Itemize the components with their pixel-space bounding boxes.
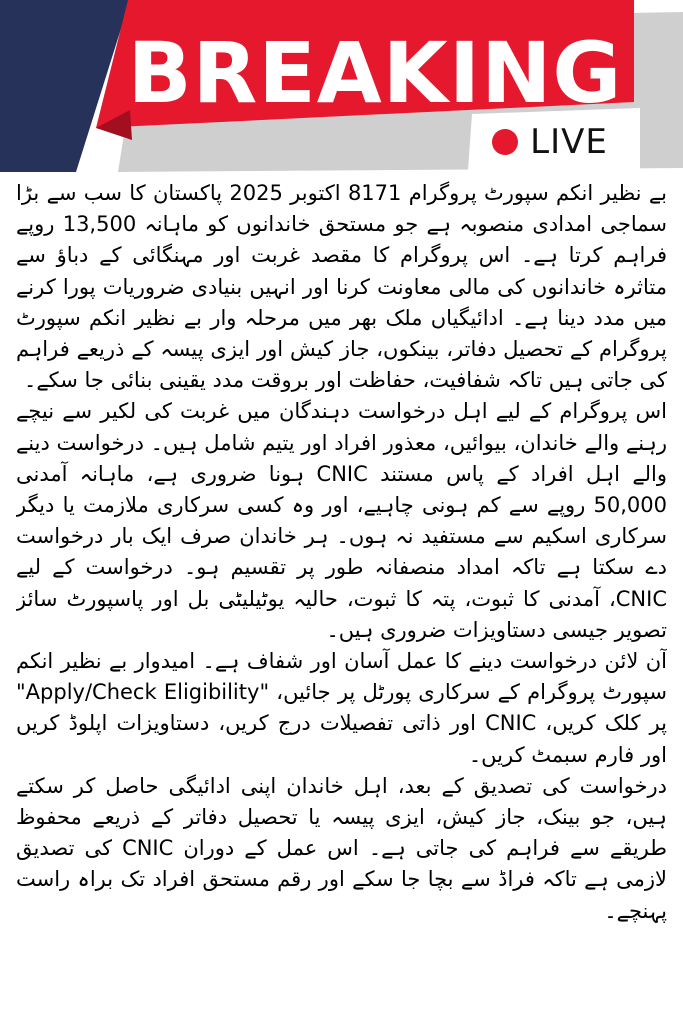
live-indicator: [470, 116, 630, 168]
article-paragraph-4: درخواست کی تصدیق کے بعد، اہل خاندان اپنی ادائیگی حاصل کر سکتے ہیں، جو بینک، جاز کیش، ایزی پیسہ یا تحصیل دفاتر کے ذریعے محفوظ طریقے سے فراہم کی جاتی ہے۔ اس عمل کے دوران CNIC کی تصدیق لازمی ہے تاکہ فراڈ سے بچا جا سکے اور رقم مستحق افراد تک براہ راست پہنچے۔: [16, 773, 667, 923]
live-label: LIVE: [530, 122, 608, 162]
live-dot-icon: [492, 129, 518, 155]
article-body: [16, 178, 667, 1018]
article-paragraph-2: اس پروگرام کے لیے اہل درخواست دہندگان میں غربت کی لکیر سے نیچے رہنے والے خاندان، بیوائیں، معذور افراد اور یتیم شامل ہیں۔ درخواست دینے والے اہل افراد کے پاس مستند CNIC ہونا ضروری ہے، ماہانہ آمدنی 50,000 روپے سے کم ہونی چاہیے، اور وہ کسی سرکاری ملازمت یا دیگر سرکاری اسکیم سے مستفید نہ ہوں۔ ہر خاندان صرف ایک بار درخواست دے سکتا ہے تاکہ امداد منصفانہ طور پر تقسیم ہو۔ درخواست کے لیے CNIC، آمدنی کا ثبوت، پتہ کا ثبوت، حالیہ یوٹیلیٹی بل اور پاسپورٹ سائز تصویر جیسی دستاویزات ضروری ہیں۔: [16, 399, 667, 642]
article-paragraph-1: بے نظیر انکم سپورٹ پروگرام 8171 اکتوبر 2025 پاکستان کا سب سے بڑا سماجی امدادی منصوبہ ہے جو مستحق خاندانوں کو ماہانہ 13,500 روپے فراہم کرتا ہے۔ اس پروگرام کا مقصد غربت اور مہنگائی کے دباؤ سے متاثرہ خاندانوں کی مالی معاونت کرنا اور انہیں بنیادی ضروریات پورا کرنے میں مدد دینا ہے۔ ادائیگیاں ملک بھر میں مرحلہ وار بے نظیر انکم سپورٹ پروگرام کے تحصیل دفاتر، بینکوں، جاز کیش اور ایزی پیسہ کے ذریعے فراہم کی جاتی ہیں تاکہ شفافیت، حفاظت اور بروقت مدد یقینی بنائی جا سکے۔: [16, 181, 667, 393]
article-paragraph-3: آن لائن درخواست دینے کا عمل آسان اور شفاف ہے۔ امیدوار بے نظیر انکم سپورٹ پروگرام کے سرکاری پورٹل پر جائیں، "Apply/Check Eligibility" پر کلک کریں، CNIC اور ذاتی تفصیلات درج کریں، دستاویزات اپلوڈ کریں اور فارم سبمٹ کریں۔: [16, 649, 667, 767]
breaking-news-banner: [0, 0, 683, 172]
breaking-title: BREAKING: [127, 24, 623, 122]
